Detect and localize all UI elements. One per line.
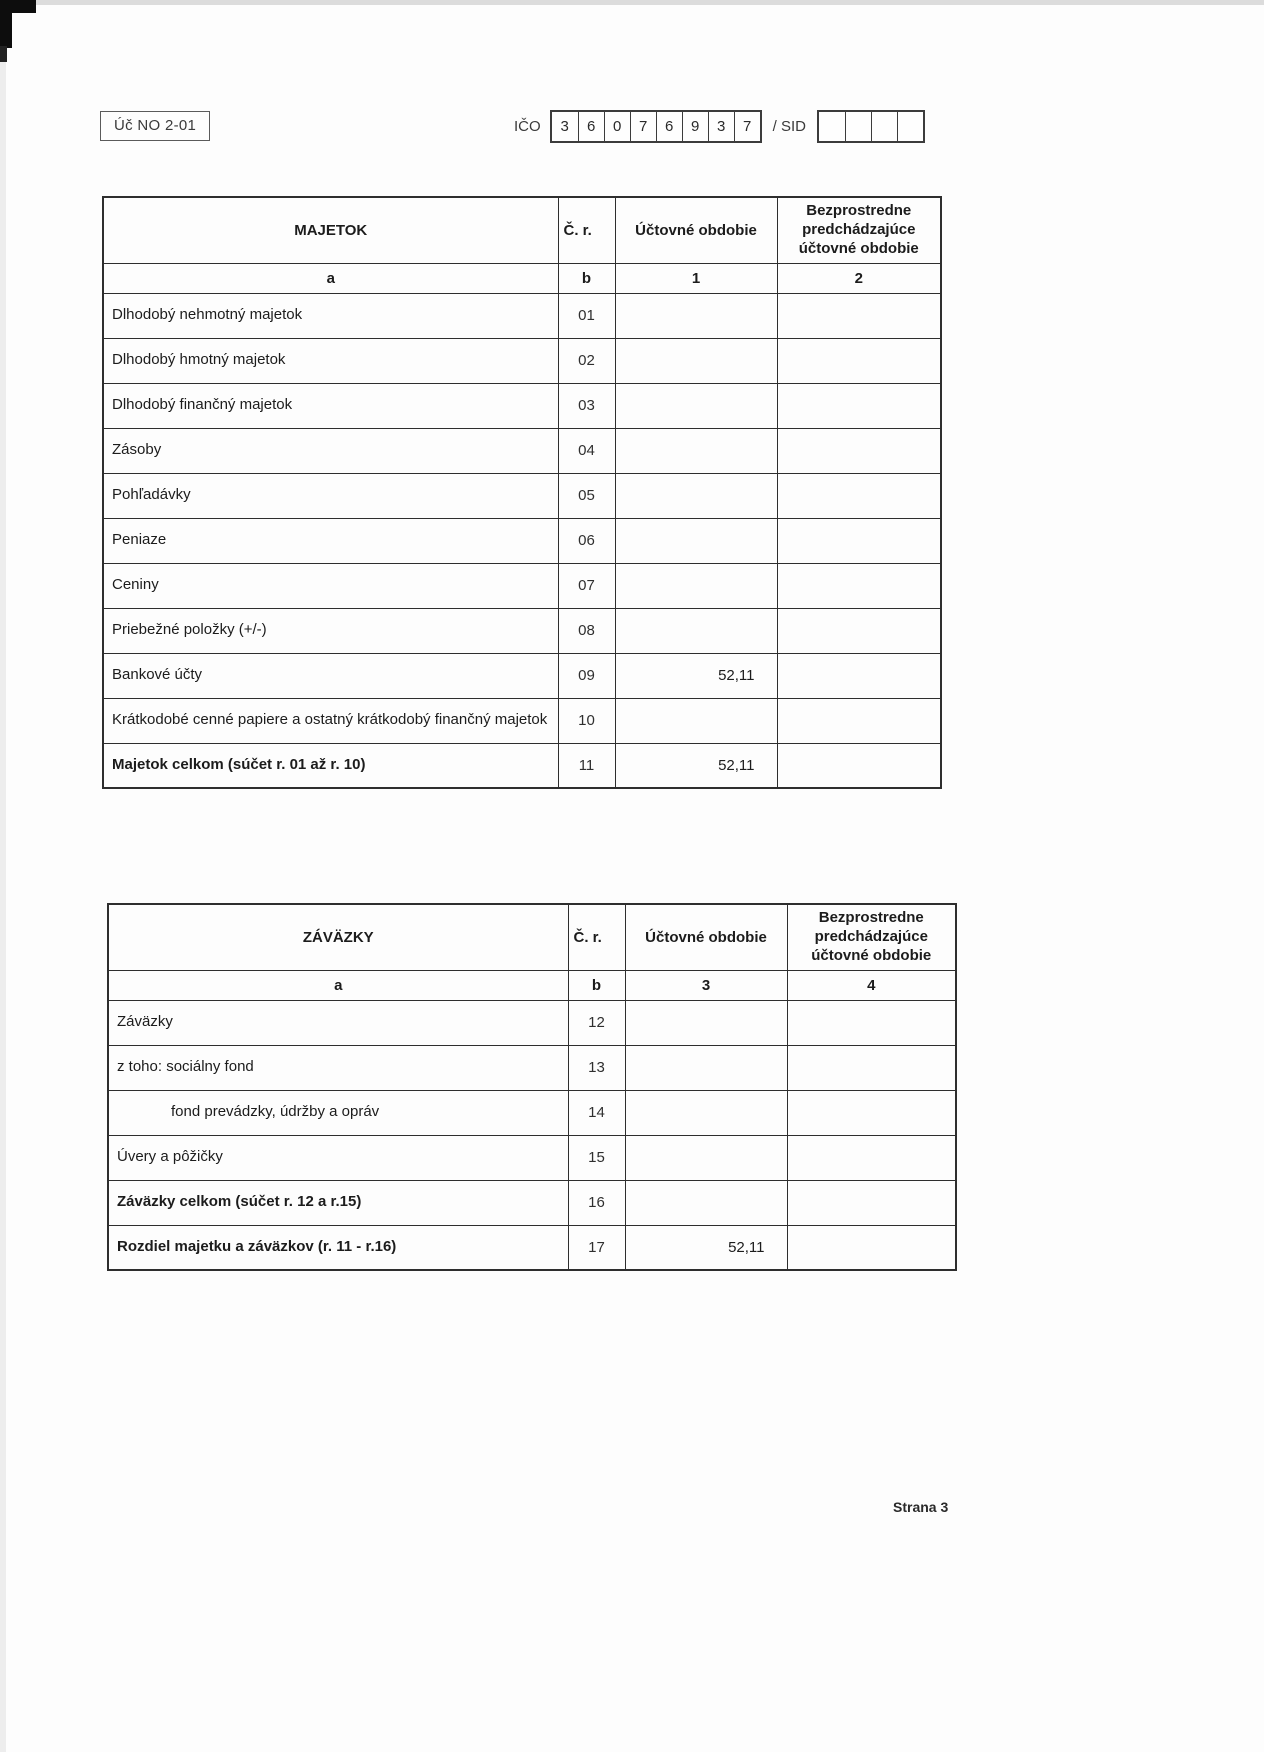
table-row bbox=[103, 473, 941, 518]
value-current-period bbox=[615, 563, 777, 608]
row-number: 15 bbox=[568, 1135, 625, 1180]
subheader-3: 3 bbox=[625, 970, 787, 1000]
value-previous-period bbox=[787, 1225, 956, 1270]
subheader-b: b bbox=[558, 263, 615, 293]
row-label: Zásoby bbox=[103, 428, 558, 473]
assets-title: MAJETOK bbox=[103, 197, 558, 263]
value-current-period: 52,11 bbox=[625, 1225, 787, 1270]
value-previous-period bbox=[777, 563, 941, 608]
col-header-cr: Č. r. bbox=[558, 197, 615, 263]
row-label: Pohľadávky bbox=[103, 473, 558, 518]
col-header-previous-period: Bezprostredne predchádzajúce účtovné obdobie bbox=[777, 197, 941, 263]
ico-digit-cell: 6 bbox=[578, 112, 604, 141]
row-label: fond prevádzky, údržby a opráv bbox=[108, 1090, 568, 1135]
table-row bbox=[108, 1180, 956, 1225]
sid-boxes bbox=[817, 110, 925, 143]
row-label: Majetok celkom (súčet r. 01 až r. 10) bbox=[103, 743, 558, 788]
value-previous-period bbox=[787, 1045, 956, 1090]
row-number: 13 bbox=[568, 1045, 625, 1090]
table-row bbox=[103, 608, 941, 653]
row-number: 07 bbox=[558, 563, 615, 608]
col-header-cr: Č. r. bbox=[568, 904, 625, 970]
value-previous-period bbox=[777, 293, 941, 338]
ico-sid-row bbox=[514, 110, 925, 143]
value-previous-period bbox=[777, 743, 941, 788]
row-label: Peniaze bbox=[103, 518, 558, 563]
value-current-period bbox=[615, 428, 777, 473]
row-number: 17 bbox=[568, 1225, 625, 1270]
sid-cell bbox=[871, 112, 897, 141]
value-current-period: 52,11 bbox=[615, 653, 777, 698]
row-label: Dlhodobý finančný majetok bbox=[103, 383, 558, 428]
row-number: 10 bbox=[558, 698, 615, 743]
table-row bbox=[108, 1090, 956, 1135]
scan-corner-mark bbox=[0, 0, 12, 48]
value-current-period bbox=[615, 383, 777, 428]
table-row bbox=[103, 698, 941, 743]
row-number: 14 bbox=[568, 1090, 625, 1135]
ico-digit-cell: 9 bbox=[682, 112, 708, 141]
ico-label: IČO bbox=[514, 118, 541, 135]
scan-top-strip bbox=[0, 0, 1264, 5]
assets-table bbox=[102, 196, 942, 789]
table-row bbox=[108, 1225, 956, 1270]
liabilities-title: ZÁVÄZKY bbox=[108, 904, 568, 970]
row-number: 03 bbox=[558, 383, 615, 428]
liabilities-subheader-row bbox=[108, 970, 956, 1000]
row-label: Dlhodobý hmotný majetok bbox=[103, 338, 558, 383]
table-row bbox=[103, 518, 941, 563]
table-row bbox=[103, 653, 941, 698]
liabilities-tbody bbox=[108, 1000, 956, 1270]
value-current-period bbox=[625, 1045, 787, 1090]
table-row bbox=[108, 1135, 956, 1180]
row-number: 11 bbox=[558, 743, 615, 788]
value-previous-period bbox=[777, 608, 941, 653]
row-label: Priebežné položky (+/-) bbox=[103, 608, 558, 653]
value-current-period bbox=[625, 1090, 787, 1135]
col-header-previous-period: Bezprostredne predchádzajúce účtovné obdobie bbox=[787, 904, 956, 970]
assets-subheader-row bbox=[103, 263, 941, 293]
value-current-period: 52,11 bbox=[615, 743, 777, 788]
value-previous-period bbox=[787, 1090, 956, 1135]
assets-tbody bbox=[103, 293, 941, 788]
table-row bbox=[103, 743, 941, 788]
table-row bbox=[103, 428, 941, 473]
row-number: 04 bbox=[558, 428, 615, 473]
scan-edge-strip bbox=[0, 0, 6, 1752]
row-label: Bankové účty bbox=[103, 653, 558, 698]
liabilities-header-row bbox=[108, 904, 956, 970]
row-label: Dlhodobý nehmotný majetok bbox=[103, 293, 558, 338]
row-number: 16 bbox=[568, 1180, 625, 1225]
row-number: 02 bbox=[558, 338, 615, 383]
table-row bbox=[108, 1045, 956, 1090]
value-previous-period bbox=[787, 1135, 956, 1180]
value-previous-period bbox=[777, 383, 941, 428]
value-previous-period bbox=[777, 428, 941, 473]
subheader-4: 4 bbox=[787, 970, 956, 1000]
table-row bbox=[103, 383, 941, 428]
ico-digit-cell: 6 bbox=[656, 112, 682, 141]
table-row bbox=[108, 1000, 956, 1045]
row-number: 01 bbox=[558, 293, 615, 338]
table-row bbox=[103, 293, 941, 338]
col-header-current-period: Účtovné obdobie bbox=[615, 197, 777, 263]
value-current-period bbox=[615, 338, 777, 383]
table-row bbox=[103, 563, 941, 608]
row-number: 05 bbox=[558, 473, 615, 518]
sid-cell bbox=[819, 112, 845, 141]
sid-cell bbox=[845, 112, 871, 141]
row-number: 06 bbox=[558, 518, 615, 563]
row-label: z toho: sociálny fond bbox=[108, 1045, 568, 1090]
subheader-b: b bbox=[568, 970, 625, 1000]
subheader-a: a bbox=[108, 970, 568, 1000]
subheader-2: 2 bbox=[777, 263, 941, 293]
page-number: Strana 3 bbox=[893, 1499, 949, 1515]
ico-digit-cell: 7 bbox=[630, 112, 656, 141]
assets-header-row bbox=[103, 197, 941, 263]
value-previous-period bbox=[787, 1000, 956, 1045]
row-label: Rozdiel majetku a záväzkov (r. 11 - r.16) bbox=[108, 1225, 568, 1270]
table-row bbox=[103, 338, 941, 383]
ico-digit-cell: 3 bbox=[708, 112, 734, 141]
row-label: Záväzky bbox=[108, 1000, 568, 1045]
ico-digit-cell: 0 bbox=[604, 112, 630, 141]
sid-cell bbox=[897, 112, 923, 141]
sid-label: / SID bbox=[772, 118, 807, 135]
subheader-1: 1 bbox=[615, 263, 777, 293]
value-previous-period bbox=[777, 698, 941, 743]
value-current-period bbox=[615, 698, 777, 743]
row-label: Záväzky celkom (súčet r. 12 a r.15) bbox=[108, 1180, 568, 1225]
form-code-box: Úč NO 2-01 bbox=[100, 111, 210, 141]
scan-corner-mark bbox=[0, 46, 7, 62]
liabilities-table bbox=[107, 903, 957, 1271]
row-number: 08 bbox=[558, 608, 615, 653]
col-header-current-period: Účtovné obdobie bbox=[625, 904, 787, 970]
value-current-period bbox=[615, 293, 777, 338]
value-previous-period bbox=[777, 338, 941, 383]
value-current-period bbox=[625, 1135, 787, 1180]
row-number: 09 bbox=[558, 653, 615, 698]
row-label: Ceniny bbox=[103, 563, 558, 608]
ico-digit-cell: 3 bbox=[560, 118, 569, 135]
value-current-period bbox=[615, 473, 777, 518]
row-label: Krátkodobé cenné papiere a ostatný krátkodobý finančný majetok bbox=[103, 698, 558, 743]
value-previous-period bbox=[777, 653, 941, 698]
row-label: Úvery a pôžičky bbox=[108, 1135, 568, 1180]
value-previous-period bbox=[777, 473, 941, 518]
value-current-period bbox=[625, 1180, 787, 1225]
ico-digit-cell: 7 bbox=[734, 112, 760, 141]
value-previous-period bbox=[787, 1180, 956, 1225]
value-current-period bbox=[615, 518, 777, 563]
subheader-a: a bbox=[103, 263, 558, 293]
value-current-period bbox=[615, 608, 777, 653]
ico-digit-boxes bbox=[550, 110, 762, 143]
value-previous-period bbox=[777, 518, 941, 563]
value-current-period bbox=[625, 1000, 787, 1045]
row-number: 12 bbox=[568, 1000, 625, 1045]
